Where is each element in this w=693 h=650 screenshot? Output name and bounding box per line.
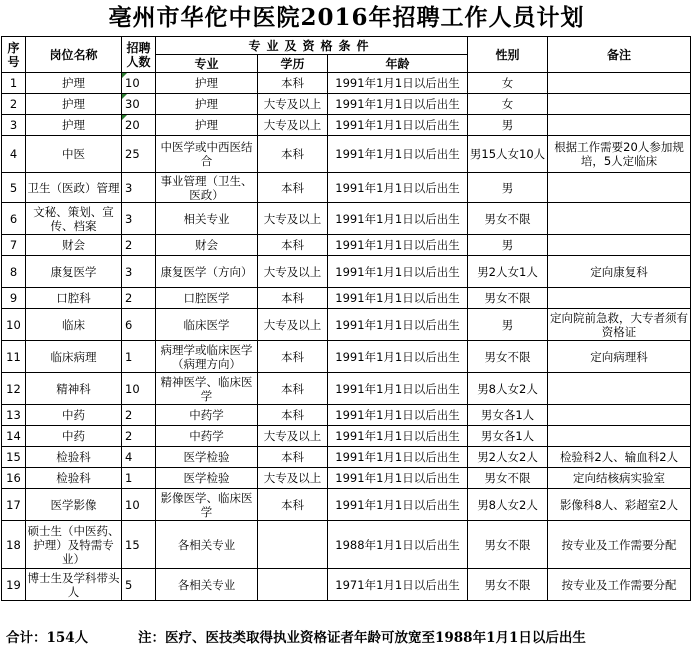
cell-count: 20 (122, 115, 156, 136)
table-row (2, 447, 691, 468)
cell-gender: 男2人女1人 (468, 256, 548, 288)
table-row (2, 136, 691, 173)
cell-seq: 11 (2, 341, 26, 373)
cell-remark: 检验科2人、输血科2人 (548, 447, 691, 468)
cell-remark (548, 115, 691, 136)
cell-seq: 5 (2, 173, 26, 203)
cell-gender: 男女不限 (468, 569, 548, 601)
cell-age: 1988年1月1日以后出生 (328, 521, 468, 569)
cell-count: 30 (122, 94, 156, 115)
table-row (2, 569, 691, 601)
cell-seq: 19 (2, 569, 26, 601)
cell-age: 1991年1月1日以后出生 (328, 288, 468, 309)
cell-count: 2 (122, 405, 156, 426)
cell-major: 护理 (156, 73, 258, 94)
table-row (2, 173, 691, 203)
cell-age: 1991年1月1日以后出生 (328, 468, 468, 489)
cell-age: 1991年1月1日以后出生 (328, 426, 468, 447)
cell-education: 本科 (258, 405, 328, 426)
cell-age: 1991年1月1日以后出生 (328, 203, 468, 235)
cell-education: 大专及以上 (258, 203, 328, 235)
cell-remark (548, 405, 691, 426)
cell-major: 各相关专业 (156, 521, 258, 569)
cell-position: 医学影像 (26, 489, 122, 521)
cell-count: 1 (122, 468, 156, 489)
cell-remark: 按专业及工作需要分配 (548, 569, 691, 601)
cell-position: 精神科 (26, 373, 122, 405)
table-row (2, 341, 691, 373)
cell-count: 5 (122, 569, 156, 601)
cell-gender: 男女不限 (468, 341, 548, 373)
cell-position: 护理 (26, 73, 122, 94)
cell-gender: 男女各1人 (468, 426, 548, 447)
cell-remark (548, 235, 691, 256)
cell-remark (548, 173, 691, 203)
cell-major: 各相关专业 (156, 569, 258, 601)
cell-seq: 10 (2, 309, 26, 341)
cell-position: 护理 (26, 94, 122, 115)
cell-remark (548, 288, 691, 309)
total-count: 合计：154人 (6, 630, 89, 646)
cell-major: 病理学或临床医学（病理方向） (156, 341, 258, 373)
cell-age: 1991年1月1日以后出生 (328, 256, 468, 288)
cell-count: 3 (122, 203, 156, 235)
cell-education: 本科 (258, 341, 328, 373)
header-education: 学历 (258, 55, 328, 73)
cell-age: 1991年1月1日以后出生 (328, 94, 468, 115)
cell-education: 本科 (258, 373, 328, 405)
cell-position: 口腔科 (26, 288, 122, 309)
cell-education: 大专及以上 (258, 256, 328, 288)
cell-position: 卫生（医政）管理 (26, 173, 122, 203)
cell-major: 财会 (156, 235, 258, 256)
cell-position: 中药 (26, 426, 122, 447)
cell-gender: 男女不限 (468, 203, 548, 235)
cell-education: 本科 (258, 235, 328, 256)
cell-remark (548, 426, 691, 447)
cell-age: 1991年1月1日以后出生 (328, 489, 468, 521)
cell-seq: 4 (2, 136, 26, 173)
cell-major: 中医学或中西医结合 (156, 136, 258, 173)
cell-major: 影像医学、临床医学 (156, 489, 258, 521)
cell-position: 护理 (26, 115, 122, 136)
cell-education: 本科 (258, 73, 328, 94)
cell-education: 本科 (258, 136, 328, 173)
cell-education (258, 569, 328, 601)
cell-position: 硕士生（中医药、护理）及特需专业） (26, 521, 122, 569)
cell-seq: 17 (2, 489, 26, 521)
cell-position: 财会 (26, 235, 122, 256)
cell-seq: 9 (2, 288, 26, 309)
footer-note: 注：医疗、医技类取得执业资格证者年龄可放宽至1988年1月1日以后出生 (138, 630, 586, 646)
cell-education (258, 521, 328, 569)
table-row (2, 203, 691, 235)
cell-remark (548, 94, 691, 115)
cell-seq: 12 (2, 373, 26, 405)
table-row (2, 489, 691, 521)
cell-position: 文秘、策划、宣传、档案 (26, 203, 122, 235)
table-row (2, 426, 691, 447)
table-row (2, 405, 691, 426)
cell-seq: 18 (2, 521, 26, 569)
cell-position: 中药 (26, 405, 122, 426)
cell-education: 大专及以上 (258, 94, 328, 115)
table-row (2, 235, 691, 256)
cell-gender: 女 (468, 94, 548, 115)
cell-education: 大专及以上 (258, 468, 328, 489)
cell-education: 大专及以上 (258, 309, 328, 341)
cell-count: 15 (122, 521, 156, 569)
cell-remark: 定向院前急救，大专者须有资格证 (548, 309, 691, 341)
cell-education: 本科 (258, 447, 328, 468)
cell-age: 1991年1月1日以后出生 (328, 115, 468, 136)
cell-count: 10 (122, 373, 156, 405)
table-row (2, 373, 691, 405)
table-row (2, 288, 691, 309)
cell-count: 2 (122, 235, 156, 256)
header-age: 年龄 (328, 55, 468, 73)
cell-count: 2 (122, 288, 156, 309)
cell-age: 1991年1月1日以后出生 (328, 136, 468, 173)
header-count: 招聘人数 (122, 37, 156, 73)
cell-age: 1991年1月1日以后出生 (328, 235, 468, 256)
cell-education: 大专及以上 (258, 426, 328, 447)
cell-seq: 13 (2, 405, 26, 426)
cell-gender: 男15人女10人 (468, 136, 548, 173)
cell-position: 临床病理 (26, 341, 122, 373)
cell-age: 1991年1月1日以后出生 (328, 405, 468, 426)
header-gender: 性别 (468, 37, 548, 73)
cell-seq: 3 (2, 115, 26, 136)
header-remark: 备注 (548, 37, 691, 73)
cell-major: 护理 (156, 115, 258, 136)
cell-remark (548, 73, 691, 94)
cell-age: 1971年1月1日以后出生 (328, 569, 468, 601)
cell-position: 中医 (26, 136, 122, 173)
cell-major: 护理 (156, 94, 258, 115)
recruitment-plan-table (1, 36, 691, 601)
cell-gender: 男 (468, 173, 548, 203)
cell-age: 1991年1月1日以后出生 (328, 173, 468, 203)
cell-education: 本科 (258, 489, 328, 521)
cell-major: 相关专业 (156, 203, 258, 235)
cell-gender: 男 (468, 235, 548, 256)
cell-count: 6 (122, 309, 156, 341)
table-row (2, 256, 691, 288)
cell-count: 1 (122, 341, 156, 373)
cell-major: 口腔医学 (156, 288, 258, 309)
cell-count: 25 (122, 136, 156, 173)
cell-position: 临床 (26, 309, 122, 341)
table-row (2, 521, 691, 569)
cell-gender: 男8人女2人 (468, 373, 548, 405)
cell-gender: 男女不限 (468, 288, 548, 309)
table-body (2, 73, 691, 601)
cell-count: 3 (122, 173, 156, 203)
cell-seq: 7 (2, 235, 26, 256)
cell-age: 1991年1月1日以后出生 (328, 309, 468, 341)
cell-remark: 定向康复科 (548, 256, 691, 288)
cell-education: 大专及以上 (258, 115, 328, 136)
header-seq: 序号 (2, 37, 26, 73)
cell-count: 10 (122, 73, 156, 94)
cell-seq: 16 (2, 468, 26, 489)
cell-seq: 15 (2, 447, 26, 468)
cell-seq: 14 (2, 426, 26, 447)
cell-age: 1991年1月1日以后出生 (328, 341, 468, 373)
cell-gender: 男2人女2人 (468, 447, 548, 468)
cell-major: 中药学 (156, 426, 258, 447)
table-row (2, 73, 691, 94)
cell-gender: 男 (468, 309, 548, 341)
cell-gender: 男8人女2人 (468, 489, 548, 521)
cell-count: 10 (122, 489, 156, 521)
cell-remark: 定向病理科 (548, 341, 691, 373)
cell-position: 博士生及学科带头人 (27, 570, 120, 599)
cell-remark: 按专业及工作需要分配 (548, 521, 691, 569)
cell-seq: 8 (2, 256, 26, 288)
table-row (2, 94, 691, 115)
cell-seq: 1 (2, 73, 26, 94)
cell-gender: 男女不限 (468, 521, 548, 569)
cell-remark: 根据工作需要20人参加规培，5人定临床 (548, 136, 691, 173)
cell-major: 医学检验 (156, 468, 258, 489)
cell-remark: 影像科8人、彩超室2人 (548, 489, 691, 521)
header-major: 专业 (156, 55, 258, 73)
table-row (2, 115, 691, 136)
table-row (2, 309, 691, 341)
cell-gender: 男女各1人 (468, 405, 548, 426)
cell-age: 1991年1月1日以后出生 (328, 373, 468, 405)
cell-major: 中药学 (156, 405, 258, 426)
header-position: 岗位名称 (26, 37, 122, 73)
footer (0, 626, 693, 650)
cell-position: 康复医学 (26, 256, 122, 288)
cell-gender: 男 (468, 115, 548, 136)
cell-gender: 女 (468, 73, 548, 94)
cell-major: 医学检验 (156, 447, 258, 468)
cell-count: 4 (122, 447, 156, 468)
cell-major: 临床医学 (156, 309, 258, 341)
cell-gender: 男女不限 (468, 468, 548, 489)
page-title: 亳州市华佗中医院2016年招聘工作人员计划 (108, 4, 585, 31)
cell-major: 康复医学（方向） (156, 256, 258, 288)
cell-major: 事业管理（卫生、医政） (156, 173, 258, 203)
cell-remark: 定向结核病实验室 (548, 468, 691, 489)
cell-count: 3 (122, 256, 156, 288)
cell-age: 1991年1月1日以后出生 (328, 73, 468, 94)
cell-major: 精神医学、临床医学 (156, 373, 258, 405)
cell-remark (548, 203, 691, 235)
cell-education: 本科 (258, 173, 328, 203)
cell-count: 2 (122, 426, 156, 447)
cell-position: 检验科 (26, 447, 122, 468)
cell-age: 1991年1月1日以后出生 (328, 447, 468, 468)
header-spec-group: 专业及资格条件 (156, 37, 468, 55)
cell-seq: 6 (2, 203, 26, 235)
cell-remark (548, 373, 691, 405)
cell-education: 本科 (258, 288, 328, 309)
cell-position: 检验科 (26, 468, 122, 489)
cell-seq: 2 (2, 94, 26, 115)
table-row (2, 468, 691, 489)
